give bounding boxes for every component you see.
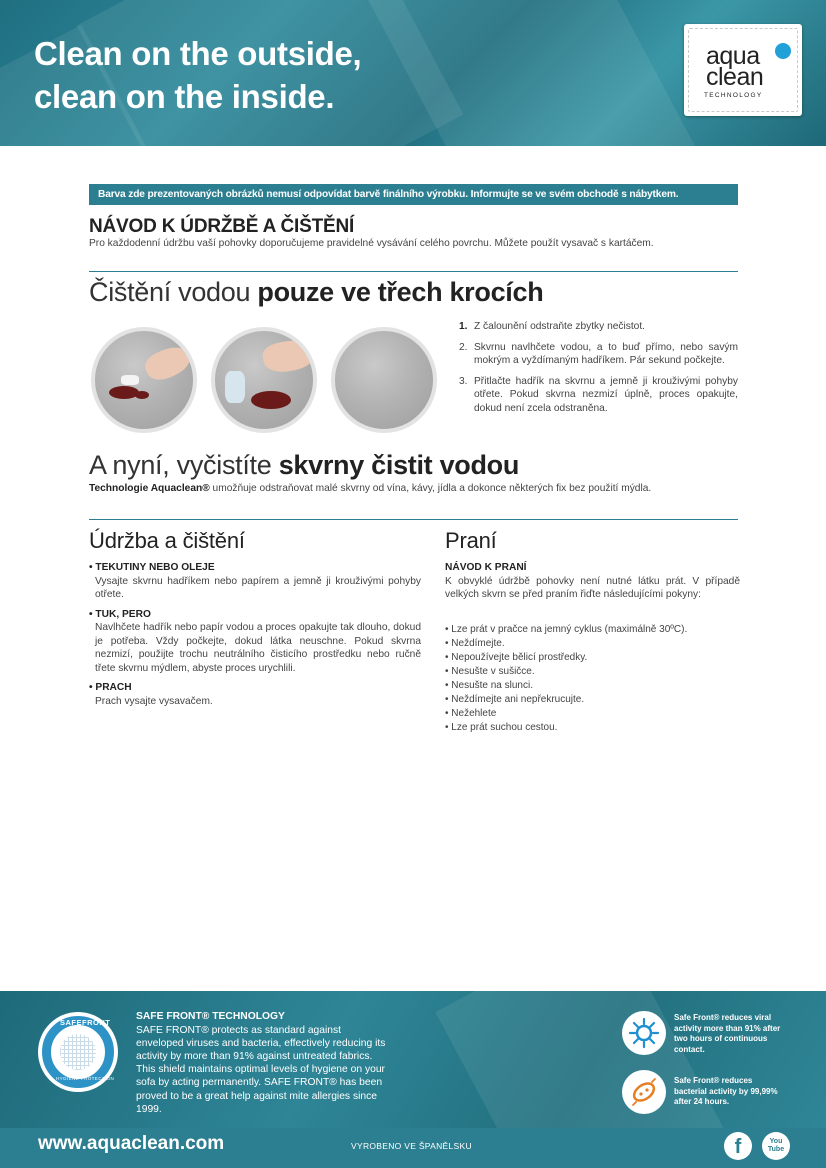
list-item: • Nesušte v sušičce. <box>445 665 535 677</box>
aquaclean-logo <box>684 24 802 116</box>
youtube-icon[interactable]: You Tube <box>762 1132 790 1160</box>
now-heading: A nyní, vyčistíte skvrny čistit vodou <box>89 450 520 480</box>
care-title: NÁVOD K ÚDRŽBĚ A ČIŠTĚNÍ <box>89 216 355 237</box>
washing-instructions <box>445 623 740 735</box>
logo-line2: clean <box>706 63 764 91</box>
washing-title: Praní <box>445 528 497 553</box>
care-intro: Pro každodenní údržbu vaší pohovky doporučujeme pravidelné vysávání celého povrchu. Můžete použít vysavač s kartáčem. <box>89 238 654 249</box>
website-link[interactable]: www.aquaclean.com <box>38 1133 225 1154</box>
logo-line3: TECHNOLOGY <box>704 92 763 99</box>
list-item: • Neždímejte. <box>445 637 505 649</box>
divider <box>89 271 738 272</box>
color-notice: Barva zde prezentovaných obrázků nemusí odpovídat barvě finálního výrobku. Informujte se ve svém obchodě s nábytkem. <box>89 184 738 205</box>
water-heading: Čištění vodou pouze ve třech krocích <box>89 277 544 307</box>
divider <box>89 519 738 520</box>
safefront-badge <box>38 1012 118 1092</box>
aquaclean-description: Technologie Aquaclean® umožňuje odstraňovat malé skvrny od vína, kávy, jídla a dokonce některých fix bez použití mýdla. <box>89 483 652 494</box>
badge-top-text: SAFEFRONT <box>60 1018 111 1027</box>
list-item: • Nesušte na slunci. <box>445 679 533 691</box>
bacteria-icon <box>622 1070 666 1114</box>
safefront-body: SAFE FRONT® protects as standard against enveloped viruses and bacteria, effectively reducing its activity by more than 91% against untreated fabrics. This shield maintains optimal levels of hygiene on your sofa by acting permanently. SAFE FRONT® has been proved to be a great help against mite allergies since 1999. <box>136 1025 386 1115</box>
bacteria-claim: Safe Front® reduces bacterial activity by 99,99% after 24 hours. <box>674 1076 778 1106</box>
step-item: 1. Z čalounění odstraňte zbytky nečistot. <box>459 321 646 332</box>
facebook-icon[interactable]: f <box>724 1132 752 1160</box>
list-item: • Nežehlete <box>445 707 497 719</box>
step-item: 2. Skvrnu navlhčete vodou, a to buď přímo, nebo savým mokrým a vyždímaným hadříkem. Pár sekund počkejte. <box>459 341 738 366</box>
step-item: 3. Přitlačte hadřík na skvrnu a jemně ji krouživými pohyby otřete. Pokud skvrna nezmizí úplně, proces opakujte, dokud není zcela odstraněna. <box>459 375 738 414</box>
badge-bottom-text: HYGIENE PROTECTION <box>56 1076 115 1081</box>
list-item: • TUK, PERO Navlhčete hadřík nebo papír vodou a proces opakujte tak dlouho, dokud je potřeba. Vždy počkejte, dokud látka neuschne. Pokud skvrna nezmizí, použijte trochu neutrálního čisticího prostředku nebo ručně třete skvrnu mýdlem, abyste proces urychlili. <box>89 608 421 674</box>
list-item: • Neždímejte ani nepřekrucujte. <box>445 693 585 705</box>
washing-subtitle: NÁVOD K PRANÍ <box>445 562 527 573</box>
virus-claim: Safe Front® reduces viral activity more than 91% after two hours of continuous contact. <box>674 1013 781 1054</box>
list-item: • Nepoužívejte bělicí prostředky. <box>445 651 588 663</box>
step3-photo <box>331 327 437 433</box>
maintenance-title: Údržba a čištění <box>89 528 245 553</box>
step2-photo <box>211 327 317 433</box>
list-item: • Lze prát v pračce na jemný cyklus (maximálně 30ºC). <box>445 623 688 635</box>
step1-photo <box>91 327 197 433</box>
list-item: • Lze prát suchou cestou. <box>445 721 558 733</box>
logo-drop-icon <box>775 43 791 59</box>
made-in-label: VYROBENO VE ŠPANĚLSKU <box>351 1141 472 1151</box>
maintenance-list <box>89 561 421 714</box>
logo-line1: aqua <box>706 42 760 70</box>
safefront-title: SAFE FRONT® TECHNOLOGY <box>136 1011 285 1022</box>
list-item: • TEKUTINY NEBO OLEJE Vysajte skvrnu hadříkem nebo papírem a jemně ji krouživými pohyby otřete. <box>89 562 421 600</box>
virus-icon <box>622 1011 666 1055</box>
water-steps <box>459 320 738 422</box>
list-item: • PRACH Prach vysajte vysavačem. <box>89 682 213 707</box>
washing-section <box>445 561 740 735</box>
washing-intro: K obvyklé údržbě pohovky není nutné látku prát. V případě velkých skvrn se před praním řiďte následujícími pokyny: <box>445 575 740 600</box>
safefront-text <box>136 1010 386 1116</box>
headline: Clean on the outside, clean on the inside. <box>34 35 362 115</box>
